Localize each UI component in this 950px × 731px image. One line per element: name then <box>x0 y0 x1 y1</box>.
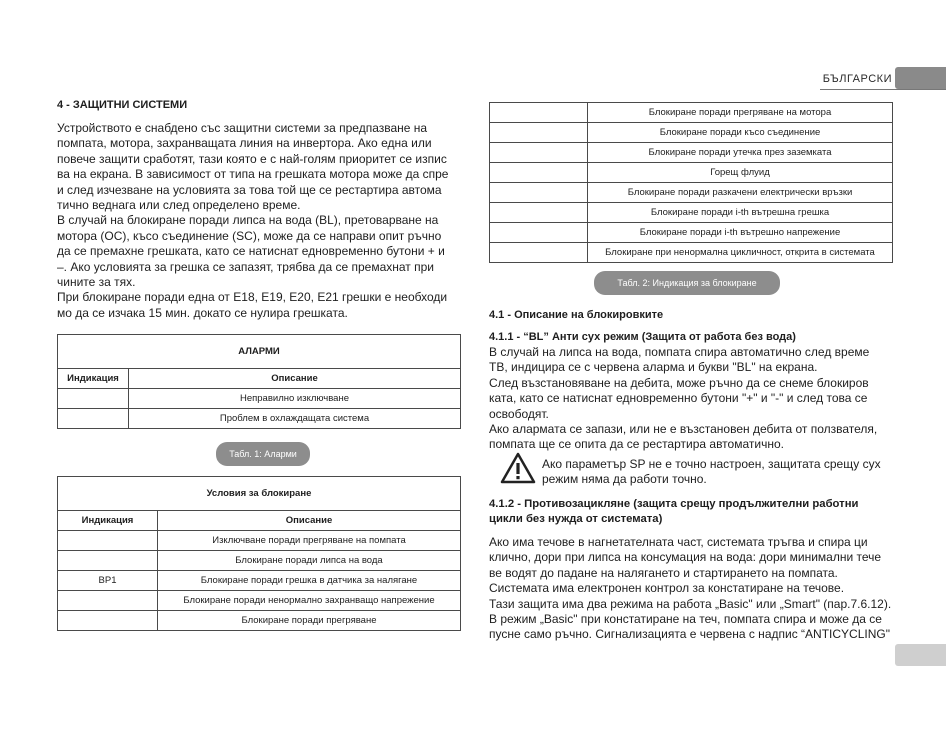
paragraph-line: ва на екрана. В зависимост от типа на грешката мотора може да спре <box>57 167 449 182</box>
paragraph-line: мо да се изчака 15 мин. докато се нулира грешката. <box>57 305 348 320</box>
description-cell: Проблем в охлаждащата система <box>129 409 461 429</box>
paragraph-line: В режим „Basic" при констатиране на теч, помпата спира и може да се <box>489 612 882 627</box>
paragraph-line: Ако има течове в нагнетателната част, системата тръгва и спира ци <box>489 535 868 549</box>
description-cell: Блокиране поради i-th вътрешно напрежение <box>588 223 893 243</box>
table-row <box>58 389 461 409</box>
table-row <box>490 143 893 163</box>
language-tab <box>895 67 946 89</box>
table-row <box>58 551 461 571</box>
indication-cell <box>490 103 588 123</box>
blocking-table-title: Условия за блокиране <box>58 477 461 511</box>
heading-line: цикли без нужда от системата) <box>489 513 663 526</box>
col-indication: Индикация <box>58 369 129 389</box>
description-cell: Блокиране поради прегряване на мотора <box>588 103 893 123</box>
section-4-1-title: 4.1 - Описание на блокировките <box>489 309 664 321</box>
paragraph-line: чините за тях. <box>57 275 136 290</box>
indication-cell <box>58 531 158 551</box>
paragraph-line: повече защити сработят, тази която е с най-голям приоритет се изпис <box>57 151 447 166</box>
paragraph-line: мотора (OC), късо съединение (SC), може да се направи опит ръчно <box>57 228 442 243</box>
indication-cell <box>490 183 588 203</box>
indication-cell <box>58 591 158 611</box>
indication-cell <box>58 551 158 571</box>
table-row <box>490 203 893 223</box>
paragraph-line: В случай на блокиране поради липса на вода (BL), претоварване на <box>57 213 439 228</box>
paragraph-line: и след изчезване на условията за това той ще се рестартира автома <box>57 182 442 197</box>
section-4-body <box>57 121 461 321</box>
paragraph-line: ката, като се натиснат едновременно бутони "+" и "-" и след това се <box>489 391 868 406</box>
table-row <box>490 123 893 143</box>
description-cell: Горещ флуид <box>588 163 893 183</box>
table-1-caption: Табл. 1: Аларми <box>216 442 310 466</box>
table-row <box>58 409 461 429</box>
paragraph-line: клично, дори при липса на консумация на вода: дори минимални тече <box>489 550 882 565</box>
section-4-title: 4 - ЗАЩИТНИ СИСТЕМИ <box>57 99 188 111</box>
col-description: Описание <box>158 511 461 531</box>
page-number-tab <box>895 644 946 666</box>
paragraph-line: –. Ако условията за грешка се запазят, трябва да се премахнат при <box>57 259 434 274</box>
indication-cell <box>490 203 588 223</box>
indication-cell <box>58 611 158 631</box>
alarms-table-title: АЛАРМИ <box>58 335 461 369</box>
paragraph-line: Системата има електронен контрол за констатиране на течове. <box>489 581 845 596</box>
description-cell: Неправилно изключване <box>129 389 461 409</box>
warning-icon <box>500 452 536 484</box>
description-cell: Блокиране при ненормална цикличност, открита в системата <box>588 243 893 263</box>
table-row <box>58 611 461 631</box>
section-4-1-2-title <box>489 497 894 528</box>
blocking-table-continued <box>489 102 893 263</box>
blocking-table <box>57 476 461 631</box>
indication-cell <box>490 223 588 243</box>
description-cell: Блокиране поради липса на вода <box>158 551 461 571</box>
description-cell: Блокиране поради утечка през заземката <box>588 143 893 163</box>
section-4-1-1-title: 4.1.1 - “BL” Анти сух режим (Защита от работа без вода) <box>489 331 796 343</box>
col-indication: Индикация <box>58 511 158 531</box>
paragraph-line: помпата ще се опита да се рестартира автоматично. <box>489 437 784 452</box>
paragraph-line: ве водят до падане на налягането и стартирането на помпата. <box>489 565 838 580</box>
paragraph-line: При блокиране поради една от Е18, Е19, Е20, Е21 грешки е необходи <box>57 290 448 305</box>
paragraph-line: помпата, мотора, захранващата линия на инвертора. Ако една или <box>57 136 432 151</box>
alarms-table <box>57 334 461 429</box>
heading-line: 4.1.2 - Противозацикляне (защита срещу продължителни работни <box>489 498 859 510</box>
table-row <box>58 571 461 591</box>
table-row <box>490 223 893 243</box>
indication-cell <box>490 143 588 163</box>
section-4-1-2-body <box>489 535 894 643</box>
indication-cell <box>490 163 588 183</box>
paragraph-line: Ако алармата се запази, или не е възстановен дебита от ползвателя, <box>489 422 878 437</box>
paragraph-line: ТВ, индицира се с червена аларма и букви "BL" на екрана. <box>489 360 818 375</box>
indication-cell <box>58 389 129 409</box>
paragraph-line: В случай на липса на вода, помпата спира автоматично след време <box>489 345 870 359</box>
header-rule <box>820 89 946 90</box>
description-cell: Блокиране поради i-th вътрешна грешка <box>588 203 893 223</box>
paragraph-line: Тази защита има два режима на работа „Basic" или „Smart" (пар.7.6.12). <box>489 596 892 611</box>
description-cell: Изключване поради прегряване на помпата <box>158 531 461 551</box>
warning-line: Ако параметър SP не е точно настроен, защитата срещу сух <box>542 457 881 471</box>
language-label: БЪЛГАРСКИ <box>822 73 892 85</box>
table-row <box>58 591 461 611</box>
paragraph-line: освободят. <box>489 406 549 421</box>
paragraph-line: пусне само ръчно. Сигнализацията е червена с надпис “ANTICYCLING" <box>489 627 890 642</box>
indication-cell <box>490 123 588 143</box>
table-row <box>490 183 893 203</box>
indication-cell: BP1 <box>58 571 158 591</box>
table-row <box>490 103 893 123</box>
description-cell: Блокиране поради грешка в датчика за налягане <box>158 571 461 591</box>
table-2-caption: Табл. 2: Индикация за блокиране <box>594 271 780 295</box>
description-cell: Блокиране поради ненормално захранващо напрежение <box>158 591 461 611</box>
table-row <box>490 163 893 183</box>
paragraph-line: След възстановяване на дебита, може ръчно да се снеме блокиров <box>489 375 869 390</box>
col-description: Описание <box>129 369 461 389</box>
description-cell: Блокиране поради разкачени електрически връзки <box>588 183 893 203</box>
paragraph-line: да се премахне грешката, като се натиснат едновременно бутони + и <box>57 244 445 259</box>
warning-line: режим няма да работи точно. <box>542 472 707 487</box>
indication-cell <box>490 243 588 263</box>
indication-cell <box>58 409 129 429</box>
description-cell: Блокиране поради късо съединение <box>588 123 893 143</box>
description-cell: Блокиране поради прегряване <box>158 611 461 631</box>
paragraph-line: Устройството е снабдено със защитни системи за предпазване на <box>57 121 428 135</box>
table-row <box>58 531 461 551</box>
warning-text <box>542 457 894 488</box>
table-row <box>490 243 893 263</box>
paragraph-line: тично веднага или след определено време. <box>57 198 301 213</box>
section-4-1-1-body <box>489 345 894 453</box>
